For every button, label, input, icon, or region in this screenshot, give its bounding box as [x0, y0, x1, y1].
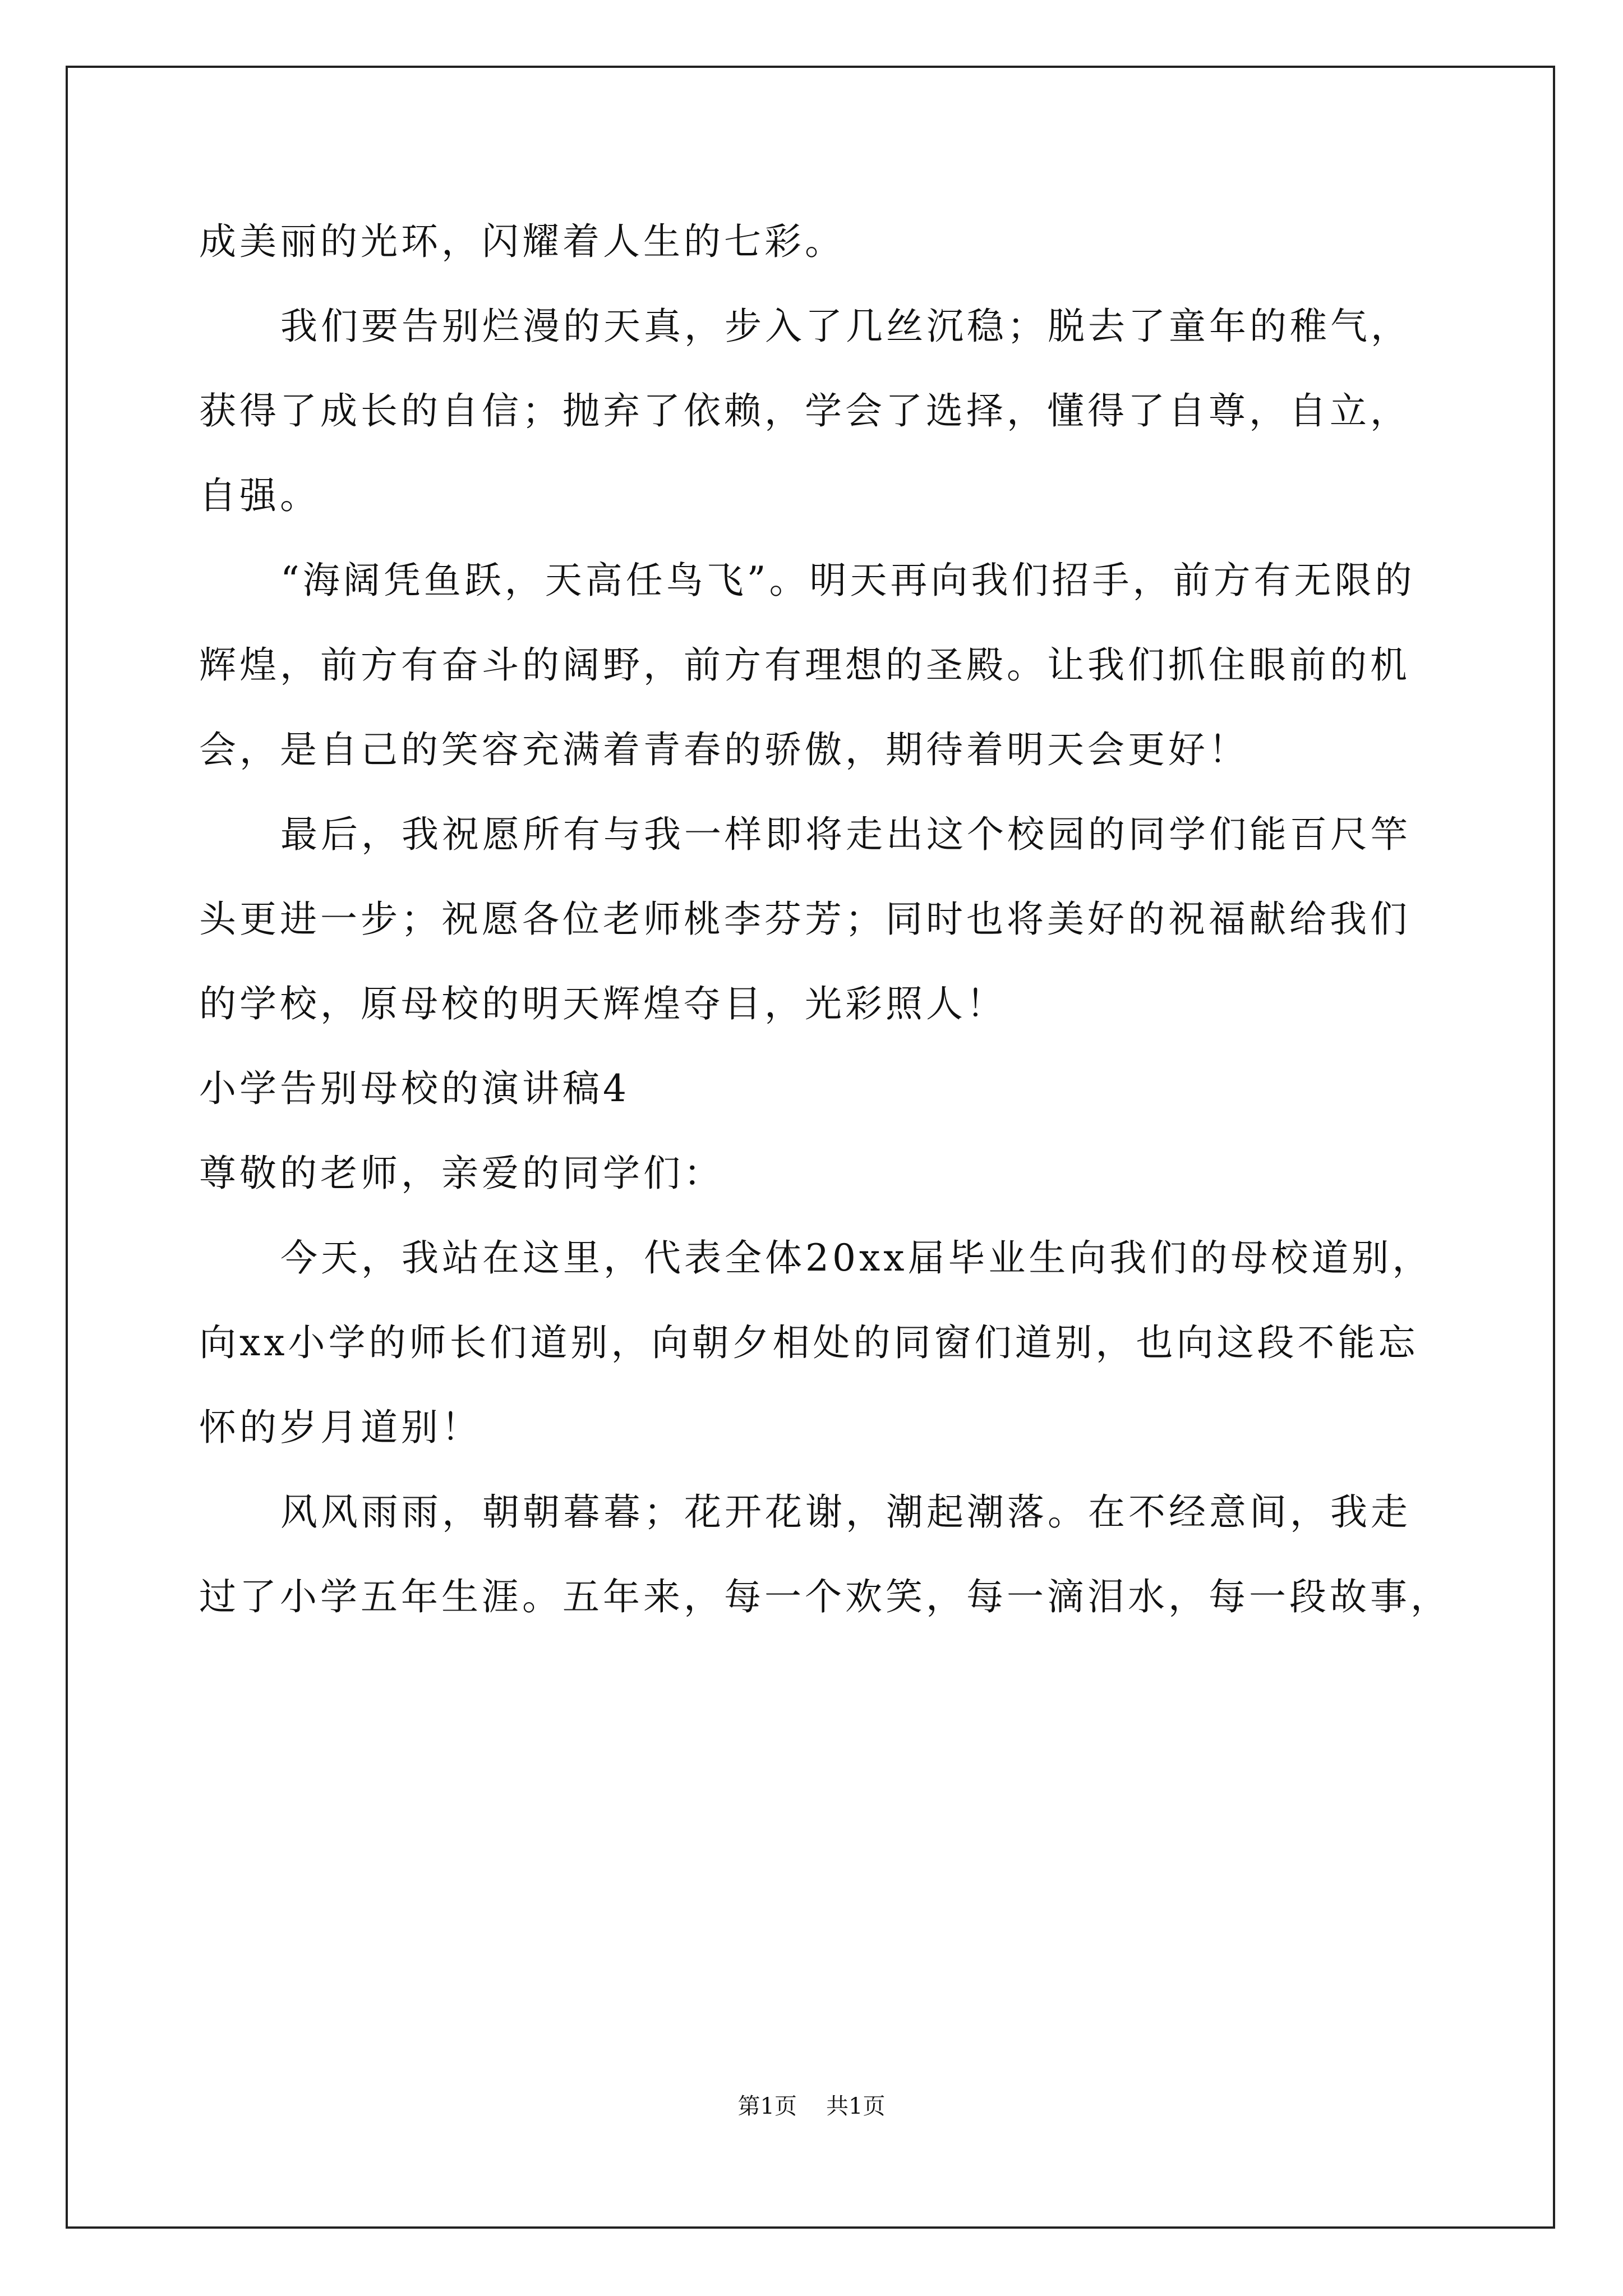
text-line: 的学校，原母校的明天辉煌夺目，光彩照人！: [199, 982, 1007, 1025]
text-line: 获得了成长的自信；抛弃了依赖，学会了选择，懂得了自尊，自立，: [199, 389, 1410, 432]
text-line: 过了小学五年生涯。五年来，每一个欢笑，每一滴泪水，每一段故事，: [199, 1575, 1451, 1618]
document-body: [199, 199, 1451, 1639]
text-line: 辉煌，前方有奋斗的阔野，前方有理想的圣殿。让我们抓住眼前的机: [199, 643, 1410, 687]
paragraph-start-line: 风风雨雨，朝朝暮暮；花开花谢，潮起潮落。在不经意间，我走: [280, 1490, 1411, 1534]
text-line: 向xx小学的师长们道别，向朝夕相处的同窗们道别，也向这段不能忘: [199, 1321, 1419, 1364]
text-line: 怀的岁月道别！: [199, 1406, 482, 1449]
section-heading: 小学告别母校的演讲稿4: [199, 1067, 630, 1110]
paragraph-start-line: 最后，我祝愿所有与我一样即将走出这个校园的同学们能百尺竿: [280, 813, 1411, 856]
text-line: 头更进一步；祝愿各位老师桃李芬芳；同时也将美好的祝福献给我们: [199, 898, 1410, 941]
salutation-line: 尊敬的老师，亲爱的同学们：: [199, 1152, 724, 1195]
text-line: 成美丽的光环，闪耀着人生的七彩。: [199, 220, 845, 263]
paragraph-start-line: 我们要告别烂漫的天真，步入了几丝沉稳；脱去了童年的稚气，: [280, 305, 1411, 348]
paragraph-start-line: 今天，我站在这里，代表全体20xx届毕业生向我们的母校道别，: [280, 1236, 1433, 1280]
text-line: 自强。: [199, 474, 320, 517]
page-number: 第1页: [737, 2093, 797, 2119]
paragraph-start-line: “海阔凭鱼跃，天高任鸟飞”。明天再向我们招手，前方有无限的: [280, 559, 1415, 602]
page-footer: [0, 2090, 1623, 2123]
page-total: 共1页: [826, 2093, 886, 2119]
text-line: 会，是自己的笑容充满着青春的骄傲，期待着明天会更好！: [199, 728, 1249, 771]
